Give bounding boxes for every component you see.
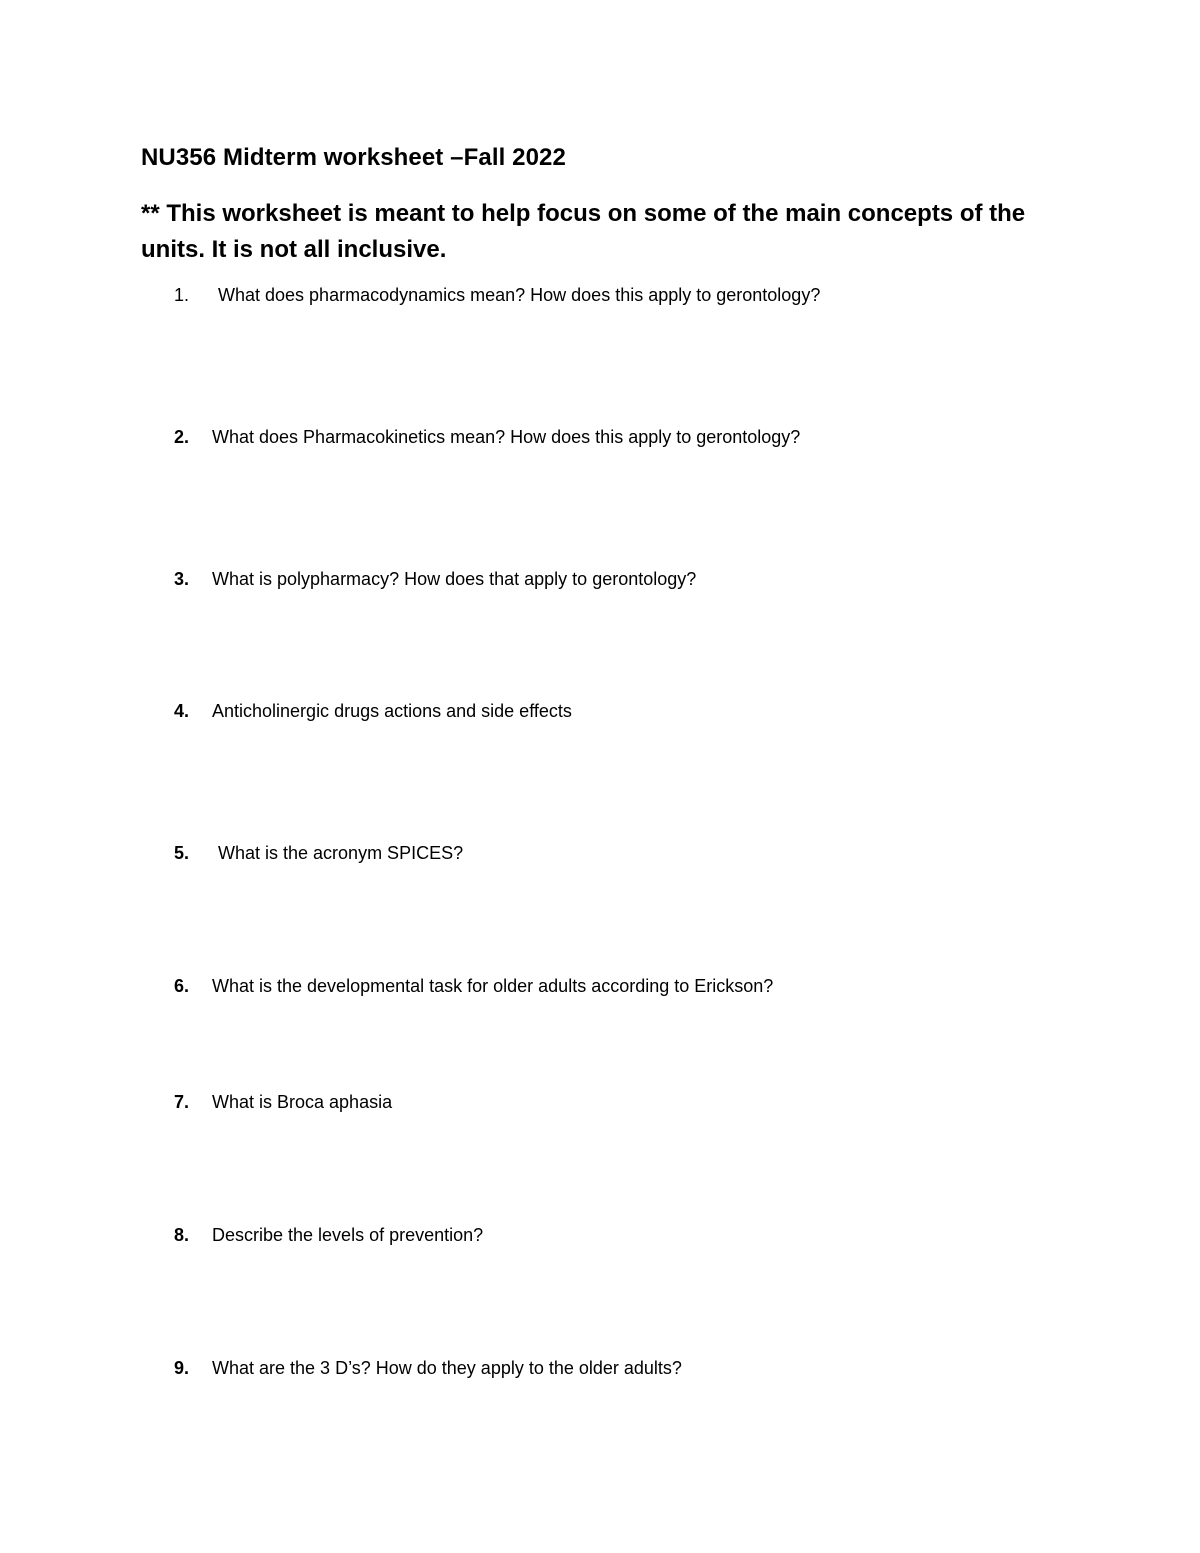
question-text: What is the developmental task for older adults according to Erickson? bbox=[212, 976, 774, 996]
question-number: 1. bbox=[174, 285, 190, 305]
question-number: 4. bbox=[174, 701, 190, 721]
question-number: 2. bbox=[174, 427, 190, 447]
question-text: What are the 3 D’s? How do they apply to the older adults? bbox=[212, 1358, 682, 1378]
question-number: 3. bbox=[174, 569, 190, 589]
question-number: 8. bbox=[174, 1225, 190, 1245]
document-title: NU356 Midterm worksheet –Fall 2022 bbox=[141, 144, 566, 171]
question-number: 5. bbox=[174, 843, 190, 863]
question-text: Describe the levels of prevention? bbox=[212, 1225, 484, 1245]
question-text: What is polypharmacy? How does that apply to gerontology? bbox=[212, 569, 697, 589]
question-text: What does Pharmacokinetics mean? How does this apply to gerontology? bbox=[212, 427, 801, 447]
worksheet-note: ** This worksheet is meant to help focus on some of the main concepts of the units. It is not all inclusive. bbox=[141, 200, 1026, 263]
question-text: What is Broca aphasia bbox=[212, 1092, 393, 1112]
question-text: What is the acronym SPICES? bbox=[218, 843, 464, 863]
question-text: What does pharmacodynamics mean? How does this apply to gerontology? bbox=[218, 285, 821, 305]
question-number: 6. bbox=[174, 976, 190, 996]
question-text: Anticholinergic drugs actions and side effects bbox=[212, 701, 572, 721]
question-number: 7. bbox=[174, 1092, 190, 1112]
question-number: 9. bbox=[174, 1358, 190, 1378]
